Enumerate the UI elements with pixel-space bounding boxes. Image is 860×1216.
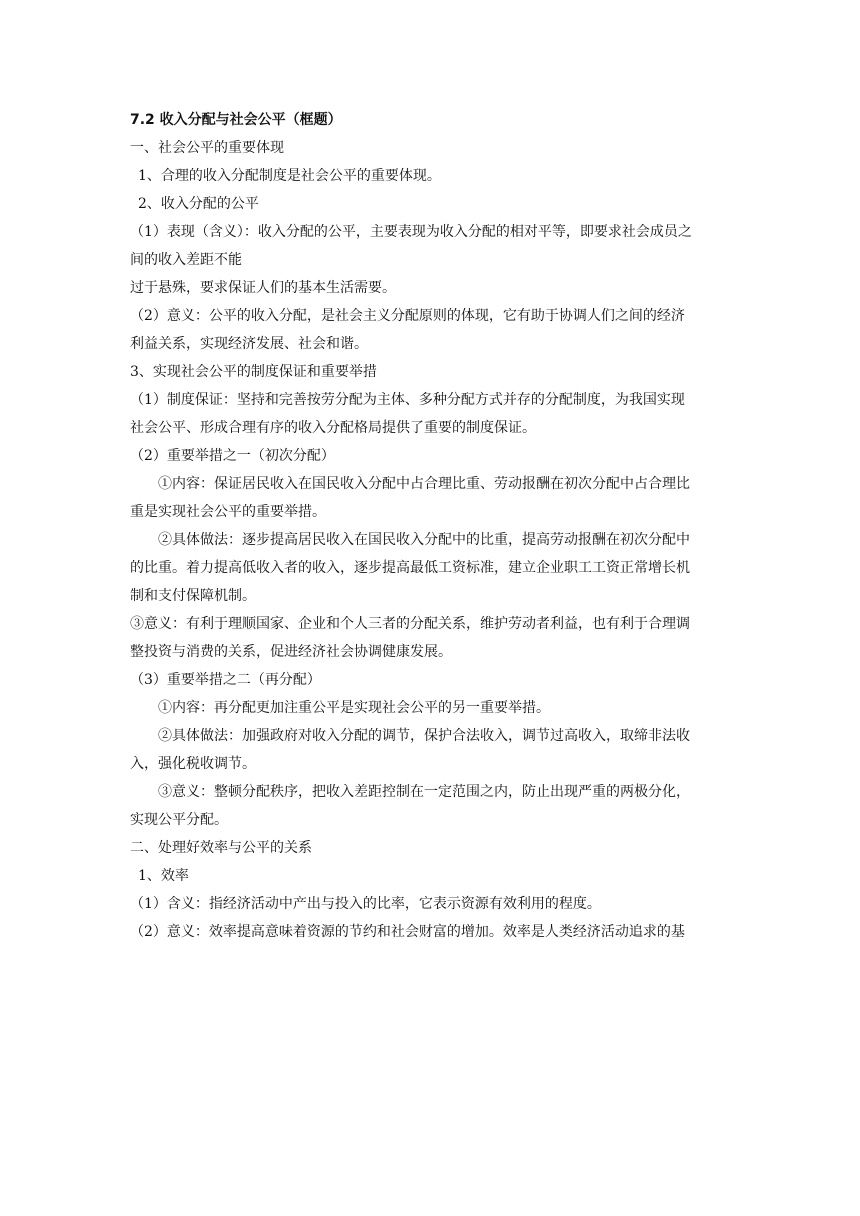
- text-line: 入，强化税收调节。: [130, 756, 256, 772]
- text-line: ③意义：整顿分配秩序，把收入差距控制在一定范围之内，防止出现严重的两极分化，: [158, 784, 690, 800]
- text-line: 社会公平、形成合理有序的收入分配格局提供了重要的制度保证。: [130, 420, 536, 436]
- document-title: 7.2 收入分配与社会公平（框题）: [130, 112, 342, 128]
- text-line: ①内容：保证居民收入在国民收入分配中占合理比重、劳动报酬在初次分配中占合理比: [158, 476, 690, 492]
- document-page: [130, 106, 732, 946]
- text-line: （2）意义：公平的收入分配，是社会主义分配原则的体现，它有助于协调人们之间的经济: [130, 308, 685, 324]
- text-line: （1）含义：指经济活动中产出与投入的比率，它表示资源有效利用的程度。: [130, 896, 601, 912]
- text-line: 整投资与消费的关系，促进经济社会协调健康发展。: [130, 644, 452, 660]
- text-line: ②具体做法：加强政府对收入分配的调节，保护合法收入，调节过高收入，取缔非法收: [158, 728, 690, 744]
- subheading: 3、实现社会公平的制度保证和重要举措: [130, 364, 377, 380]
- text-line: （1）制度保证：坚持和完善按劳分配为主体、多种分配方式并存的分配制度，为我国实现: [130, 392, 685, 408]
- text-line: 实现公平分配。: [130, 812, 228, 828]
- section-heading-1: 一、社会公平的重要体现: [130, 140, 284, 156]
- text-line: ③意义：有利于理顺国家、企业和个人三者的分配关系，维护劳动者利益，也有利于合理调: [130, 616, 690, 632]
- subheading: （2）重要举措之一（初次分配）: [130, 448, 335, 464]
- text-line: 利益关系，实现经济发展、社会和谐。: [130, 336, 368, 352]
- subheading: 1、效率: [138, 868, 189, 884]
- text-line: 的比重。着力提高低收入者的收入，逐步提高最低工资标准，建立企业职工工资正常增长机: [130, 560, 690, 576]
- text-line: ①内容：再分配更加注重公平是实现社会公平的另一重要举措。: [158, 700, 550, 716]
- text-line: （2）意义：效率提高意味着资源的节约和社会财富的增加。效率是人类经济活动追求的基: [130, 924, 685, 940]
- text-line: ②具体做法：逐步提高居民收入在国民收入分配中的比重，提高劳动报酬在初次分配中: [158, 532, 690, 548]
- text-line: 间的收入差距不能: [130, 252, 242, 268]
- text-line: 重是实现社会公平的重要举措。: [130, 504, 326, 520]
- subheading: （3）重要举措之二（再分配）: [130, 672, 321, 688]
- text-line: 过于悬殊，要求保证人们的基本生活需要。: [130, 280, 396, 296]
- section-heading-2: 二、处理好效率与公平的关系: [130, 840, 312, 856]
- subheading: 2、收入分配的公平: [138, 196, 259, 212]
- text-line: 制和支付保障机制。: [130, 588, 256, 604]
- text-line: 1、合理的收入分配制度是社会公平的重要体现。: [138, 168, 441, 184]
- text-line: （1）表现（含义）：收入分配的公平，主要表现为收入分配的相对平等，即要求社会成员之: [130, 224, 692, 240]
